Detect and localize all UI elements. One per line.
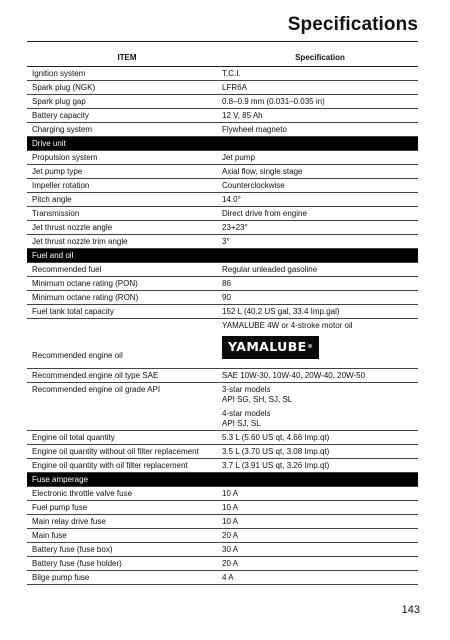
section-fuel-and-oil: Fuel and oil	[27, 249, 418, 263]
column-header-spec: Specification	[295, 53, 345, 62]
row-item: Recommended fuel	[32, 265, 102, 274]
row-item: Charging system	[32, 125, 93, 134]
row-spec: 30 A	[222, 545, 239, 554]
row-spec	[222, 385, 418, 429]
row-spec: 20 A	[222, 559, 239, 568]
row-spec: 3.5 L (3.70 US qt, 3.08 Imp.qt)	[222, 447, 330, 456]
row-item: Pitch angle	[32, 195, 72, 204]
row-spec: 10 A	[222, 489, 239, 498]
table-row	[27, 179, 418, 193]
table-header	[27, 50, 418, 67]
row-spec: 12 V, 85 Ah	[222, 111, 263, 120]
row-item: Transmission	[32, 209, 80, 218]
row-spec: T.C.I.	[222, 69, 241, 78]
row-spec: Axial flow, single stage	[222, 167, 303, 176]
spec-line: 4-star models	[222, 409, 271, 418]
table-row	[27, 193, 418, 207]
table-row	[27, 123, 418, 137]
row-item: Main fuse	[32, 531, 67, 540]
row-item: Spark plug gap	[32, 97, 86, 106]
spec-line: API SG, SH, SJ, SL	[222, 395, 293, 404]
row-spec: Counterclockwise	[222, 181, 285, 190]
table-row	[27, 109, 418, 123]
row-item: Fuel pump fuse	[32, 503, 88, 512]
logo-text: YAMALUBE	[228, 339, 307, 354]
row-spec: 5.3 L (5.60 US qt, 4.66 Imp.qt)	[222, 433, 330, 442]
table-row	[27, 543, 418, 557]
row-item: Jet pump type	[32, 167, 83, 176]
row-spec: Direct drive from engine	[222, 209, 307, 218]
row-item: Jet thrust nozzle angle	[32, 223, 113, 232]
row-spec	[222, 321, 418, 367]
row-item: Minimum octane rating (PON)	[32, 279, 138, 288]
table-row	[27, 445, 418, 459]
row-item: Engine oil quantity without oil filter replacement	[32, 447, 199, 456]
table-row	[27, 207, 418, 221]
group-fuse	[27, 487, 418, 585]
table-row	[27, 515, 418, 529]
row-spec: 23+23°	[222, 223, 248, 232]
row-item: Recommended engine oil type SAE	[32, 371, 159, 380]
row-spec: 3.7 L (3.91 US qt, 3.26 Imp.qt)	[222, 461, 330, 470]
spec-line: 3-star models	[222, 385, 271, 394]
page-number: 143	[401, 604, 420, 616]
row-item: Battery capacity	[32, 111, 89, 120]
row-spec: 4 A	[222, 573, 234, 582]
column-header-item: ITEM	[117, 53, 137, 62]
row-spec: 152 L (40.2 US gal, 33.4 Imp.gal)	[222, 307, 340, 316]
group-drive	[27, 151, 418, 249]
row-spec: Flywheel magneto	[222, 125, 287, 134]
row-spec-text: YAMALUBE 4W or 4-stroke motor oil	[222, 321, 353, 330]
row-item: Battery fuse (fuse box)	[32, 545, 113, 554]
row-item: Battery fuse (fuse holder)	[32, 559, 122, 568]
group-oil-quantity	[27, 431, 418, 473]
row-spec: LFR6A	[222, 83, 247, 92]
table-row	[27, 431, 418, 445]
row-item: Ignition system	[32, 69, 86, 78]
table-row	[27, 291, 418, 305]
table-row-oil-grade	[27, 383, 418, 431]
group-fuel	[27, 263, 418, 319]
row-spec: 90	[222, 293, 231, 302]
row-spec: SAE 10W-30, 10W-40, 20W-40, 20W-50	[222, 371, 366, 380]
row-item: Recommended engine oil grade API	[32, 385, 161, 394]
row-spec: 14.0°	[222, 195, 241, 204]
table-row	[27, 81, 418, 95]
row-spec: 20 A	[222, 531, 239, 540]
row-item: Impeller rotation	[32, 181, 90, 190]
section-fuse-amperage: Fuse amperage	[27, 473, 418, 487]
row-item: Minimum octane rating (RON)	[32, 293, 139, 302]
title-rule	[27, 41, 418, 42]
row-item: Recommended engine oil	[32, 351, 123, 360]
table-row	[27, 263, 418, 277]
row-item: Engine oil total quantity	[32, 433, 115, 442]
row-item: Fuel tank total capacity	[32, 307, 114, 316]
table-row	[27, 459, 418, 473]
group-general	[27, 67, 418, 137]
row-item: Jet thrust nozzle trim angle	[32, 237, 128, 246]
table-row	[27, 529, 418, 543]
row-item: Bilge pump fuse	[32, 573, 90, 582]
table-row	[27, 571, 418, 585]
row-spec: 0.8–0.9 mm (0.031–0.035 in)	[222, 97, 325, 106]
table-row	[27, 165, 418, 179]
section-drive-unit: Drive unit	[27, 137, 418, 151]
row-spec: 86	[222, 279, 231, 288]
table-row	[27, 151, 418, 165]
yamalube-logo	[222, 336, 319, 359]
spec-line: API SJ, SL	[222, 419, 261, 428]
registered-mark: ®	[307, 344, 313, 350]
row-spec: 10 A	[222, 503, 239, 512]
table-row	[27, 67, 418, 81]
row-item: Main relay drive fuse	[32, 517, 106, 526]
table-row	[27, 487, 418, 501]
table-row-oil-type	[27, 369, 418, 383]
table-row	[27, 277, 418, 291]
row-spec: Regular unleaded gasoline	[222, 265, 318, 274]
table-row	[27, 235, 418, 249]
page-title: Specifications	[287, 14, 418, 35]
table-row	[27, 501, 418, 515]
table-row	[27, 305, 418, 319]
row-item: Electronic throttle valve fuse	[32, 489, 133, 498]
row-spec: 3°	[222, 237, 230, 246]
row-item: Propulsion system	[32, 153, 98, 162]
row-spec: Jet pump	[222, 153, 255, 162]
row-item: Spark plug (NGK)	[32, 83, 96, 92]
row-item: Engine oil quantity with oil filter replacement	[32, 461, 188, 470]
spec-table	[27, 50, 418, 585]
row-spec: 10 A	[222, 517, 239, 526]
table-row	[27, 221, 418, 235]
table-row	[27, 95, 418, 109]
table-row	[27, 557, 418, 571]
table-row-recommended-oil	[27, 319, 418, 369]
